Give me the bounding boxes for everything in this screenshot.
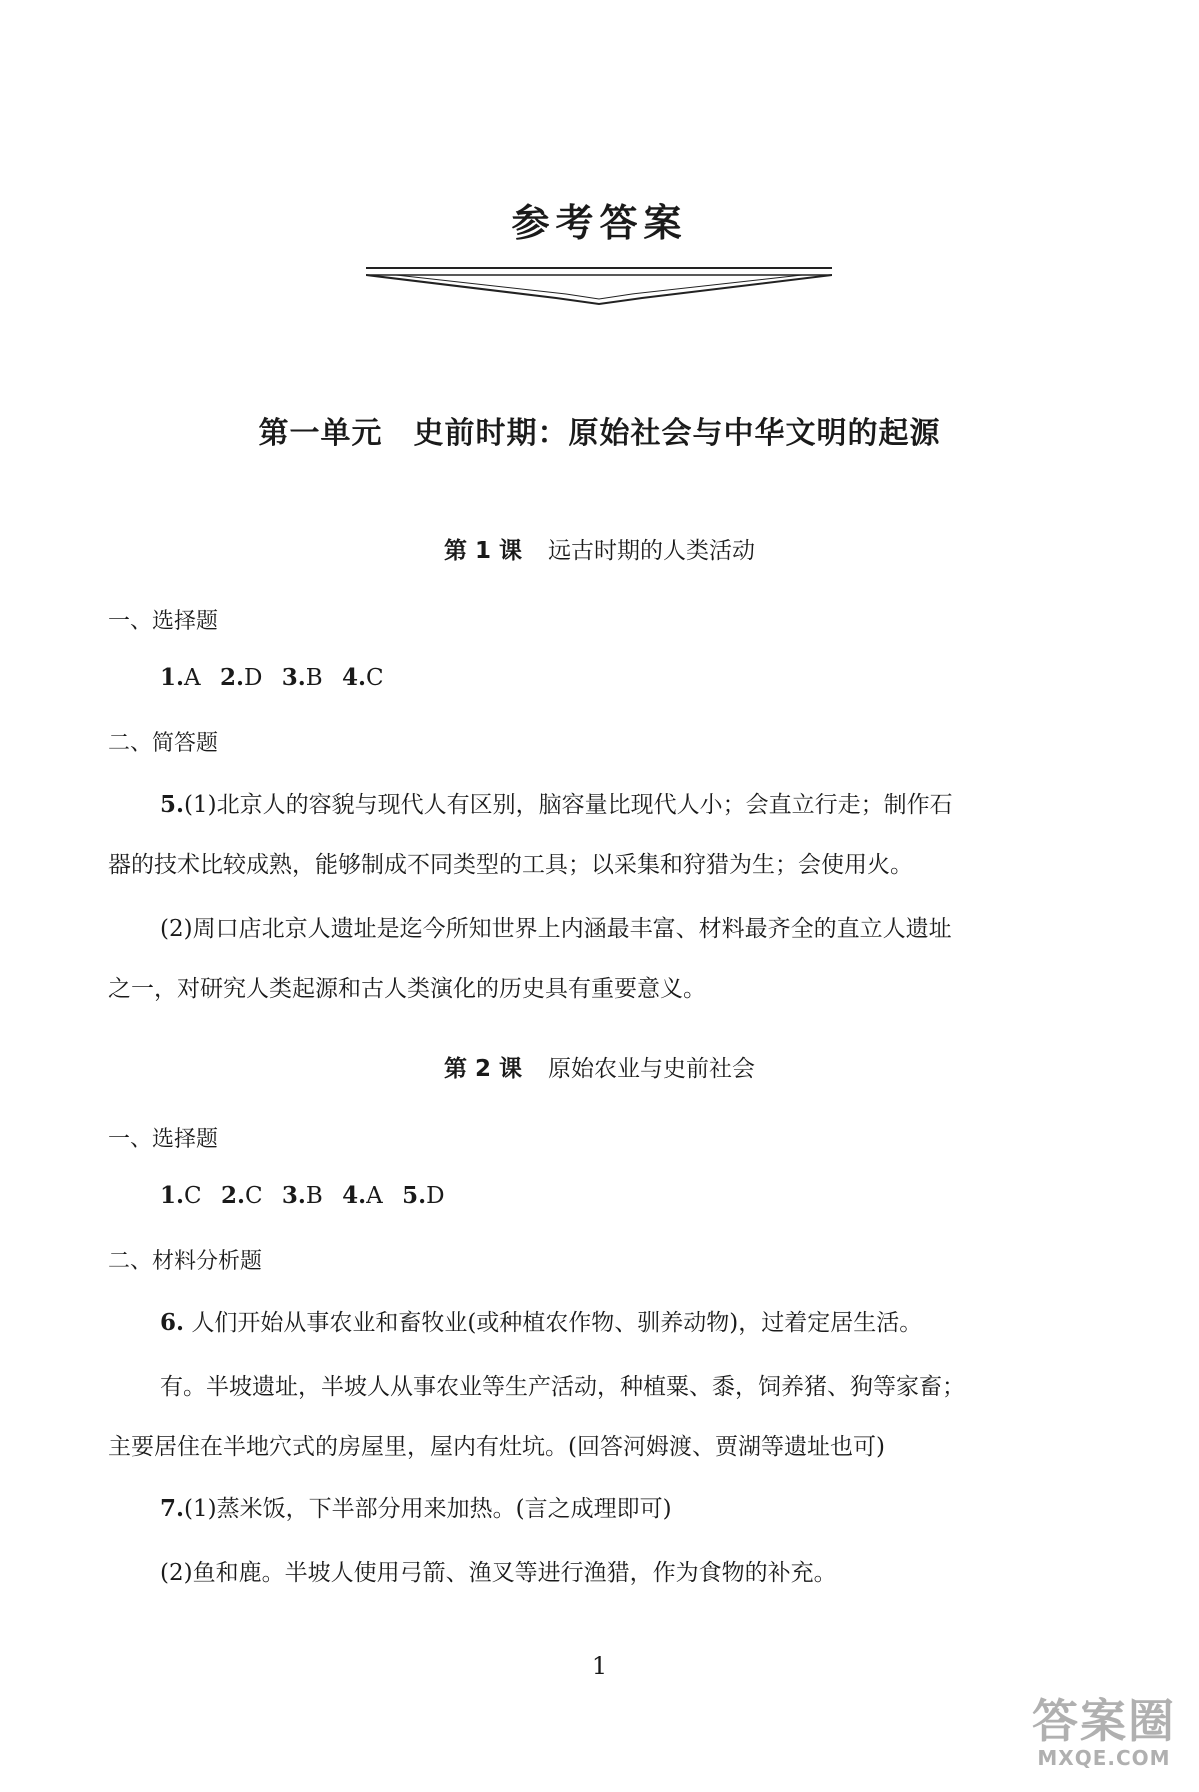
lesson-1-number: 第 1 课 [443, 538, 523, 564]
lesson-2-name: 原始农业与史前社会 [548, 1056, 756, 1082]
answer-item: 1.C [160, 1182, 202, 1209]
lesson-1-section-short-answer-heading: 二、简答题 [108, 731, 219, 756]
page-number: 1 [591, 1652, 608, 1680]
answer-item: 2.D [219, 664, 263, 691]
answer-line: (2)鱼和鹿。半坡人使用弓箭、渔叉等进行渔猎，作为食物的补充。 [160, 1560, 837, 1586]
answer-line: 有。半坡遗址，半坡人从事农业等生产活动，种植粟、黍，饲养猪、狗等家畜； [160, 1374, 965, 1400]
answer-item: 1.A [160, 664, 201, 691]
answer-line: 器的技术比较成熟，能够制成不同类型的工具；以采集和狩猎为生；会使用火。 [108, 852, 913, 878]
lesson-2-section-choice-heading: 一、选择题 [108, 1127, 219, 1152]
page-title: 参考答案 [511, 201, 688, 245]
answer-item: 4.C [341, 664, 384, 691]
title-ornament [366, 258, 832, 306]
watermark-site: MXQE.COM [1037, 1746, 1171, 1770]
answer-item: 5.D [402, 1182, 445, 1209]
answer-line: 7.(1)蒸米饭，下半部分用来加热。(言之成理即可) [160, 1495, 672, 1522]
answer-item: 3.B [281, 664, 323, 691]
answer-line: 之一，对研究人类起源和古人类演化的历史具有重要意义。 [108, 976, 706, 1002]
answer-line: 5.(1)北京人的容貌与现代人有区别，脑容量比现代人小；会直立行走；制作石 [160, 791, 953, 818]
lesson-1-title [0, 532, 1199, 565]
answer-item: 4.A [342, 1182, 383, 1209]
answer-item: 2.C [220, 1182, 263, 1209]
watermark-logo: 答案圈 [1032, 1694, 1176, 1748]
unit-title: 第一单元 史前时期：原始社会与中华文明的起源 [258, 416, 941, 451]
lesson-2-title [0, 1050, 1199, 1083]
lesson-1-section-choice-heading: 一、选择题 [108, 609, 219, 634]
lesson-1-choice-answers [160, 664, 396, 691]
lesson-1-name: 远古时期的人类活动 [548, 538, 756, 564]
lesson-2-choice-answers [160, 1182, 457, 1209]
answer-line: 主要居住在半地穴式的房屋里，屋内有灶坑。(回答河姆渡、贾湖等遗址也可) [108, 1434, 885, 1460]
lesson-2-number: 第 2 课 [443, 1056, 523, 1082]
answer-item: 3.B [281, 1182, 323, 1209]
answer-line: (2)周口店北京人遗址是迄今所知世界上内涵最丰富、材料最齐全的直立人遗址 [160, 916, 952, 942]
answer-line: 6. 人们开始从事农业和畜牧业(或种植农作物、驯养动物)，过着定居生活。 [160, 1309, 923, 1336]
lesson-2-section-material-heading: 二、材料分析题 [108, 1249, 263, 1274]
watermark [1029, 1696, 1179, 1770]
